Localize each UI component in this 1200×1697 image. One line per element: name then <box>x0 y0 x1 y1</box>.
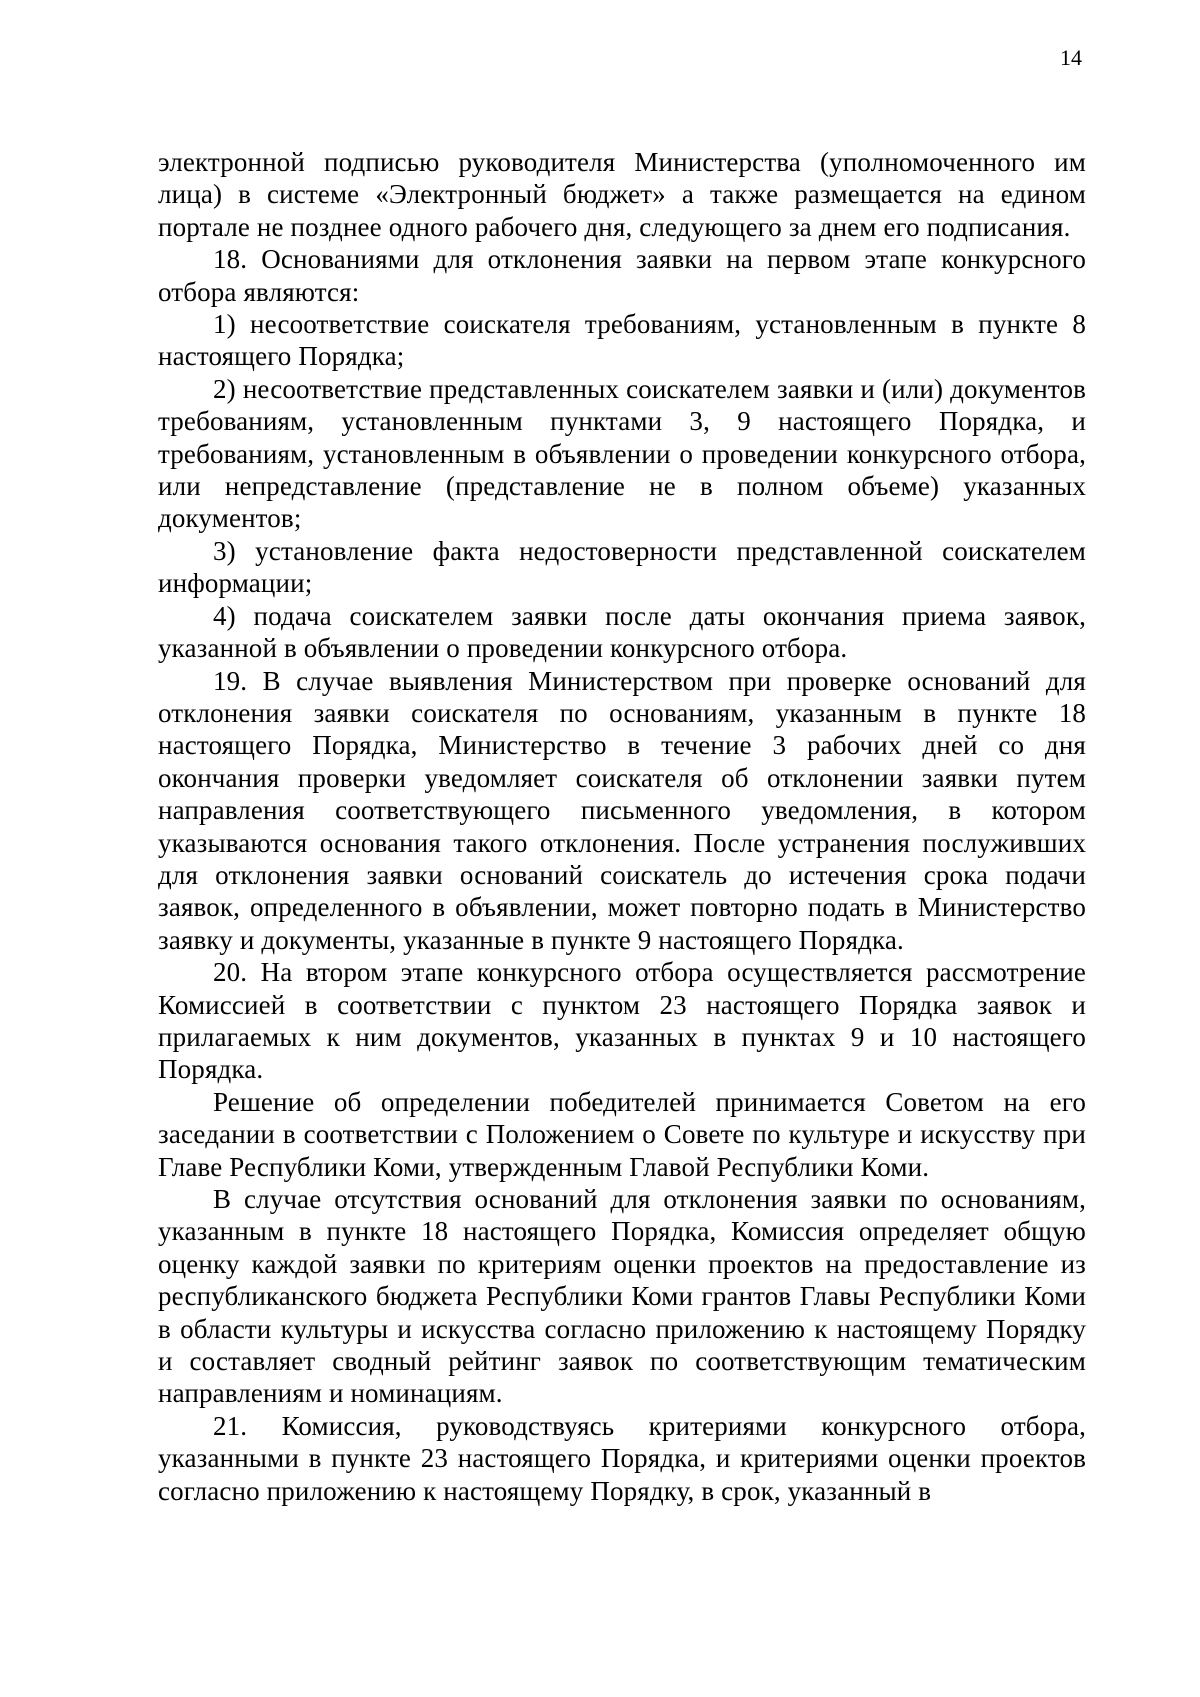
paragraph-item-21: 21. Комиссия, руководствуясь критериями конкурсного отбора, указанными в пункте 23 настоящего Порядка, и критериями оценки проектов согласно приложению к настоящему Порядку, в срок, указанный в <box>158 1410 1086 1506</box>
page-number: 14 <box>1060 45 1082 70</box>
paragraph-subitem-3: 3) установление факта недостоверности представленной соискателем информации; <box>158 535 1086 599</box>
paragraph-continuation: электронной подписью руководителя Министерства (уполномоченного им лица) в системе «Электронный бюджет» а также размещается на едином портале не позднее одного рабочего дня, следующего за днем его подписания. <box>158 147 1086 242</box>
paragraph-subitem-1: 1) несоответствие соискателя требованиям, установленным в пункте 8 настоящего Порядка; <box>158 309 1086 372</box>
paragraph-item-19: 19. В случае выявления Министерством при проверке оснований для отклонения заявки соискателя по основаниям, указанным в пункте 18 настоящего Порядка, Министерство в течение 3 рабочих дней со дня окончания проверки уведомляет соискателя об отклонении заявки путем направления соответствующего письменного уведомления, в котором указываются основания такого отклонения. После устранения послуживших для отклонения заявки оснований соискатель до истечения срока подачи заявок, определенного в объявлении, может повторно подать в Министерство заявку и документы, указанные в пункте 9 настоящего Порядка. <box>158 665 1086 955</box>
paragraph-item-20: 20. На втором этапе конкурсного отбора осуществляется рассмотрение Комиссией в соответствии с пунктом 23 настоящего Порядка заявок и прилагаемых к ним документов, указанных в пунктах 9 и 10 настоящего Порядка. <box>158 957 1086 1085</box>
paragraph-subitem-2: 2) несоответствие представленных соискателем заявки и (или) документов требованиям, установленным пунктами 3, 9 настоящего Порядка, и требованиям, установленным в объявлении о проведении конкурсного отбора, или непредставление (представление не в полном объеме) указанных документов; <box>158 373 1086 534</box>
paragraph-council-decision: Решение об определении победителей принимается Советом на его заседании в соответствии с Положением о Совете по культуре и искусству при Главе Республики Коми, утвержденным Главой Республики Коми. <box>158 1086 1086 1182</box>
paragraph-subitem-4: 4) подача соискателем заявки после даты окончания приема заявок, указанной в объявлении о проведении конкурсного отбора. <box>158 600 1086 664</box>
paragraph-commission-rating: В случае отсутствия оснований для отклонения заявки по основаниям, указанным в пункте 18 настоящего Порядка, Комиссия определяет общую оценку каждой заявки по критериям оценки проектов на предоставление из республиканского бюджета Республики Коми грантов Главы Республики Коми в области культуры и искусства согласно приложению к настоящему Порядку и составляет сводный рейтинг заявок по соответствующим тематическим направлениям и номинациям. <box>158 1184 1086 1409</box>
paragraph-item-18: 18. Основаниями для отклонения заявки на первом этапе конкурсного отбора являются: <box>158 244 1086 307</box>
document-body <box>158 146 1086 1507</box>
